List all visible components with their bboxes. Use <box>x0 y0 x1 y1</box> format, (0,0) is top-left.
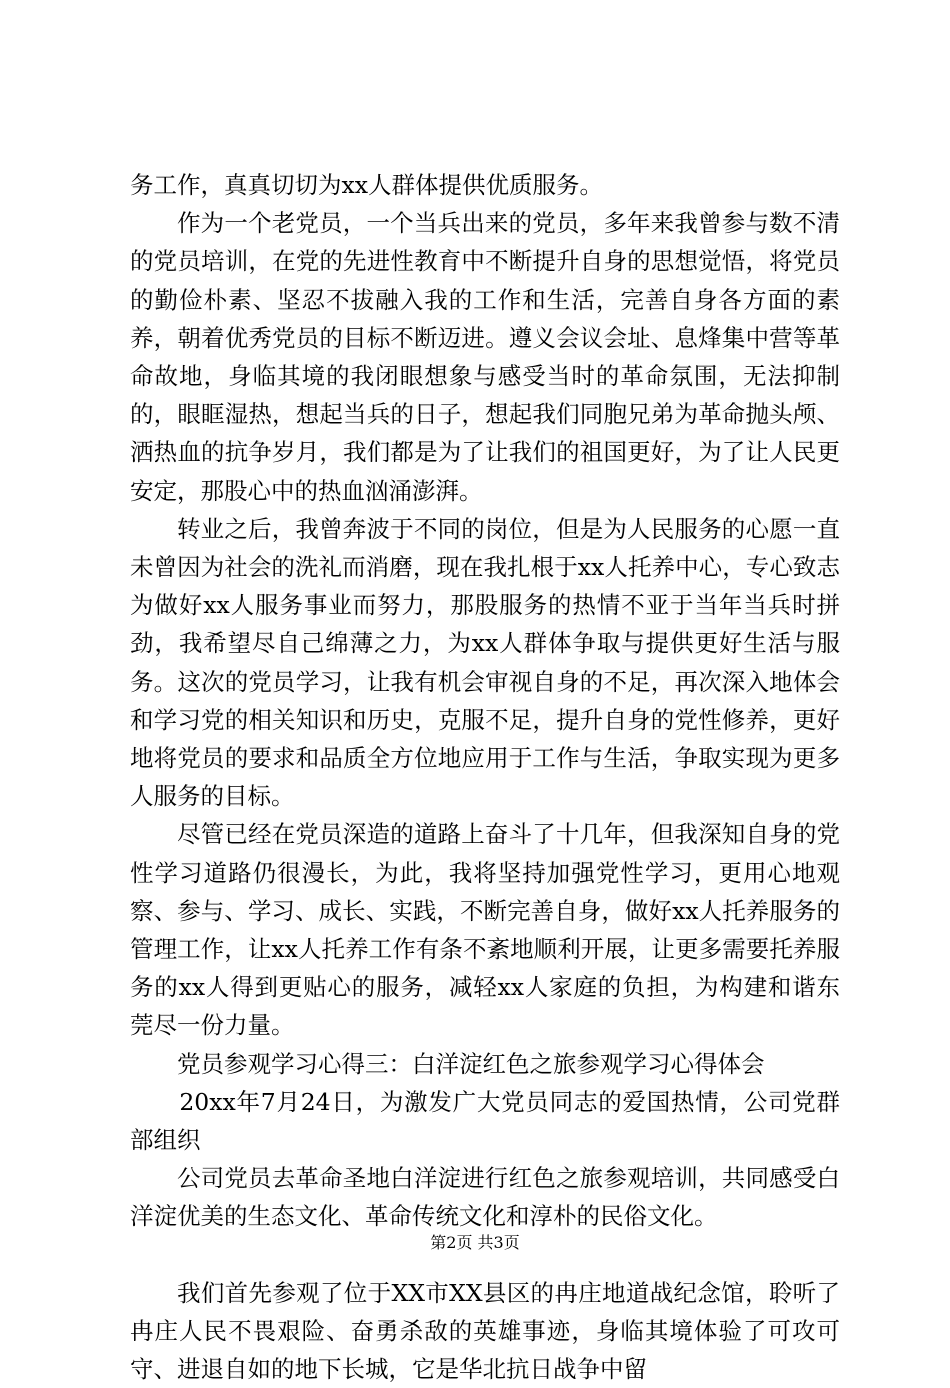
paragraph-veteran-member: 作为一个老党员，一个当兵出来的党员，多年来我曾参与数不清的党员培训，在党的先进性教育中不断提升自身的思想觉悟，将党员的勤俭朴素、坚忍不拔融入我的工作和生活，完善自身各方面的素养，朝着优秀党员的目标不断迈进。遵义会议会址、息烽集中营等革命故地，身临其境的我闭眼想象与感受当时的革命氛围，无法抑制的，眼眶湿热，想起当兵的日子，想起我们同胞兄弟为革命抛头颅、洒热血的抗争岁月，我们都是为了让我们的祖国更好，为了让人民更安定，那股心中的热血汹涌澎湃。 <box>130 209 840 505</box>
document-body <box>130 166 840 1388</box>
paragraph-date-intro: 20xx年7月24日，为激发广大党员同志的爱国热情，公司党群部组织 <box>130 1087 840 1155</box>
paragraph-commitment: 尽管已经在党员深造的道路上奋斗了十几年，但我深知自身的党性学习道路仍很漫长，为此，我将坚持加强党性学习，更用心地观察、参与、学习、成长、实践，不断完善自身，做好xx人托养服务的管理工作，让xx人托养工作有条不紊地顺利开展，让更多需要托养服务的xx人得到更贴心的服务，减轻xx人家庭的负担，为构建和谐东莞尽一份力量。 <box>130 820 840 1040</box>
paragraph-memorial-visit: 我们首先参观了位于XX市XX县区的冉庄地道战纪念馆，聆听了冉庄人民不畏艰险、奋勇杀敌的英雄事迹，身临其境体验了可攻可守、进退自如的地下长城，它是华北抗日战争中留 <box>130 1278 840 1384</box>
page-footer: 第2页 共3页 <box>430 1233 520 1252</box>
paragraph-after-transfer: 转业之后，我曾奔波于不同的岗位，但是为人民服务的心愿一直未曾因为社会的洗礼而消磨，现在我扎根于xx人托养中心，专心致志为做好xx人服务事业而努力，那股服务的热情不亚于当年当兵时拼劲，我希望尽自己绵薄之力，为xx人群体争取与提供更好生活与服务。这次的党员学习，让我有机会审视自身的不足，再次深入地体会和学习党的相关知识和历史，克服不足，提升自身的党性修养，更好地将党员的要求和品质全方位地应用于工作与生活，争取实现为更多人服务的目标。 <box>130 514 840 811</box>
section-heading: 党员参观学习心得三：白洋淀红色之旅参观学习心得体会 <box>177 1049 765 1078</box>
paragraph-continuation: 务工作，真真切切为xx人群体提供优质服务。 <box>130 171 604 199</box>
paragraph-trip: 公司党员去革命圣地白洋淀进行红色之旅参观培训，共同感受白洋淀优美的生态文化、革命传统文化和淳朴的民俗文化。 <box>130 1164 840 1231</box>
